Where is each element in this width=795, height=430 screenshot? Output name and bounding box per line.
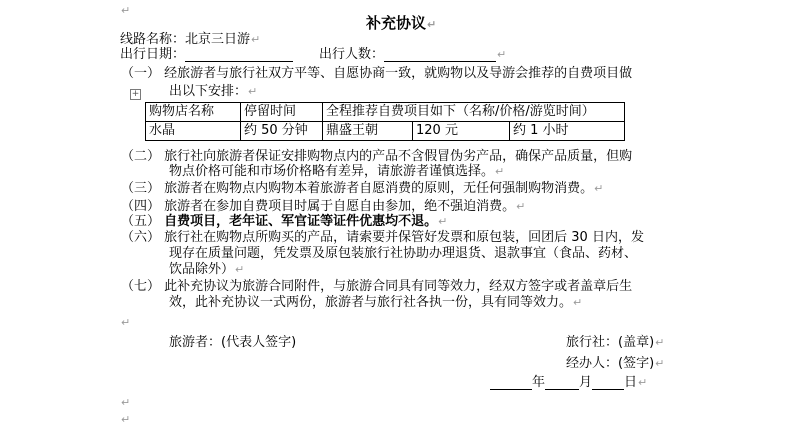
signature-date-line — [490, 375, 647, 390]
date-count-line — [120, 47, 506, 62]
route-value: 北京三日游 — [185, 32, 251, 47]
clause-4 — [121, 199, 525, 214]
paragraph-mark: ↵ — [251, 33, 261, 46]
month-blank[interactable] — [545, 376, 579, 390]
clause-6-line-3 — [169, 262, 244, 277]
route-line — [120, 32, 260, 47]
clause-text: 旅行社在购物点所购买的产品，请索要并保管好发票和原包装，回团后 30 日内，发 — [164, 230, 644, 245]
clause-5 — [121, 214, 447, 229]
clause-number: （二） — [121, 149, 161, 164]
table-cell: 约 1 小时 — [510, 122, 625, 141]
clause-6-line-2 — [169, 246, 637, 261]
table-move-handle-icon[interactable]: + — [131, 89, 140, 99]
paragraph-mark: ↵ — [427, 18, 437, 31]
table-row — [146, 103, 625, 122]
clause-text: 饮品除外） — [169, 262, 235, 277]
clause-7-line-1 — [121, 279, 632, 294]
clause-7-line-2 — [169, 295, 582, 310]
empty-line — [120, 395, 130, 410]
table-cell: 水晶 — [146, 122, 241, 141]
clause-number: （六） — [121, 230, 161, 245]
tourist-signature — [169, 335, 296, 350]
paragraph-mark: ↵ — [497, 48, 507, 61]
year-blank[interactable] — [490, 376, 532, 390]
agency-seal — [566, 335, 664, 350]
table-header-cell: 购物店名称 — [146, 103, 241, 122]
clause-2-line-2 — [169, 164, 504, 179]
clause-6-line-1 — [121, 230, 644, 245]
clause-2-line-1 — [121, 149, 632, 164]
departure-date-label: 出行日期： — [120, 47, 186, 62]
paragraph-mark: ↵ — [495, 165, 505, 178]
empty-line — [120, 412, 130, 427]
clause-number: （三） — [121, 181, 161, 196]
tourist-signature-label: 旅游者：(代表人签字) — [169, 335, 297, 350]
empty-line — [120, 3, 130, 18]
agency-seal-label: 旅行社：(盖章) — [566, 335, 655, 350]
clause-text: 此补充协议为旅游合同附件，与旅游合同具有同等效力，经双方签字或者盖章后生 — [164, 279, 633, 294]
paragraph-mark: ↵ — [121, 396, 131, 409]
table-cell: 120 元 — [413, 122, 510, 141]
document-title — [366, 16, 436, 32]
paragraph-mark: ↵ — [594, 182, 604, 195]
clause-text: 旅行社向旅游者保证安排购物点内的产品不含假冒伪劣产品，确保产品质量，但购 — [164, 149, 633, 164]
paragraph-mark: ↵ — [248, 85, 258, 98]
clause-text: 经旅游者与旅行社双方平等、自愿协商一致，就购物以及导游会推荐的自费项目做 — [164, 66, 633, 81]
table-row — [146, 122, 625, 141]
paragraph-mark: ↵ — [516, 200, 526, 213]
clause-text: 旅游者在参加自费项目时属于自愿自由参加，绝不强迫消费。 — [164, 199, 516, 214]
traveler-count-label: 出行人数： — [319, 47, 385, 62]
departure-date-blank[interactable] — [185, 48, 293, 62]
day-blank[interactable] — [592, 376, 624, 390]
table-cell: 约 50 分钟 — [241, 122, 323, 141]
title-text: 补充协议 — [366, 14, 427, 32]
handler-signature-label: 经办人：(签字) — [566, 356, 655, 371]
clause-text: 效，此补充协议一式两份，旅游者与旅行社各执一份，具有同等效力。 — [169, 295, 573, 310]
clause-text: 自费项目，老年证、军官证等证件优惠均不退。 — [164, 214, 438, 229]
clause-1-line-1 — [121, 66, 632, 81]
clause-text: 出以下安排： — [169, 84, 248, 99]
day-label: 日 — [624, 375, 638, 390]
shopping-items-table — [145, 102, 625, 141]
paragraph-mark: ↵ — [573, 296, 583, 309]
traveler-count-blank[interactable] — [384, 48, 496, 62]
table-cell: 鼎盛王朝 — [323, 122, 413, 141]
year-label: 年 — [532, 375, 546, 390]
empty-line — [120, 315, 130, 330]
table-header-cell: 停留时间 — [241, 103, 323, 122]
month-label: 月 — [579, 375, 593, 390]
clause-text: 旅游者在购物点内购物本着旅游者自愿消费的原则，无任何强制购物消费。 — [164, 181, 594, 196]
clause-number: （七） — [121, 279, 161, 294]
clause-1-line-2 — [169, 84, 257, 99]
clause-number: （一） — [121, 66, 161, 81]
paragraph-mark: ↵ — [655, 336, 665, 349]
clause-number: （四） — [121, 199, 161, 214]
paragraph-mark: ↵ — [438, 215, 448, 228]
paragraph-mark: ↵ — [121, 413, 131, 426]
paragraph-mark: ↵ — [638, 376, 648, 389]
clause-text: 物点价格可能和市场价格略有差异，请旅游者谨慎选择。 — [169, 164, 495, 179]
paragraph-mark: ↵ — [121, 4, 131, 17]
paragraph-mark: ↵ — [655, 357, 665, 370]
paragraph-mark: ↵ — [235, 263, 245, 276]
route-label: 线路名称： — [120, 32, 186, 47]
clause-number: （五） — [121, 214, 161, 229]
table-header-cell: 全程推荐自费项目如下（名称/价格/游览时间） — [323, 103, 625, 122]
clause-3 — [121, 181, 603, 196]
paragraph-mark: ↵ — [121, 316, 131, 329]
clause-text: 现存在质量问题，凭发票及原包装旅行社协助办理退货、退款事宜（食品、药材、 — [169, 246, 638, 261]
handler-signature — [566, 356, 664, 371]
